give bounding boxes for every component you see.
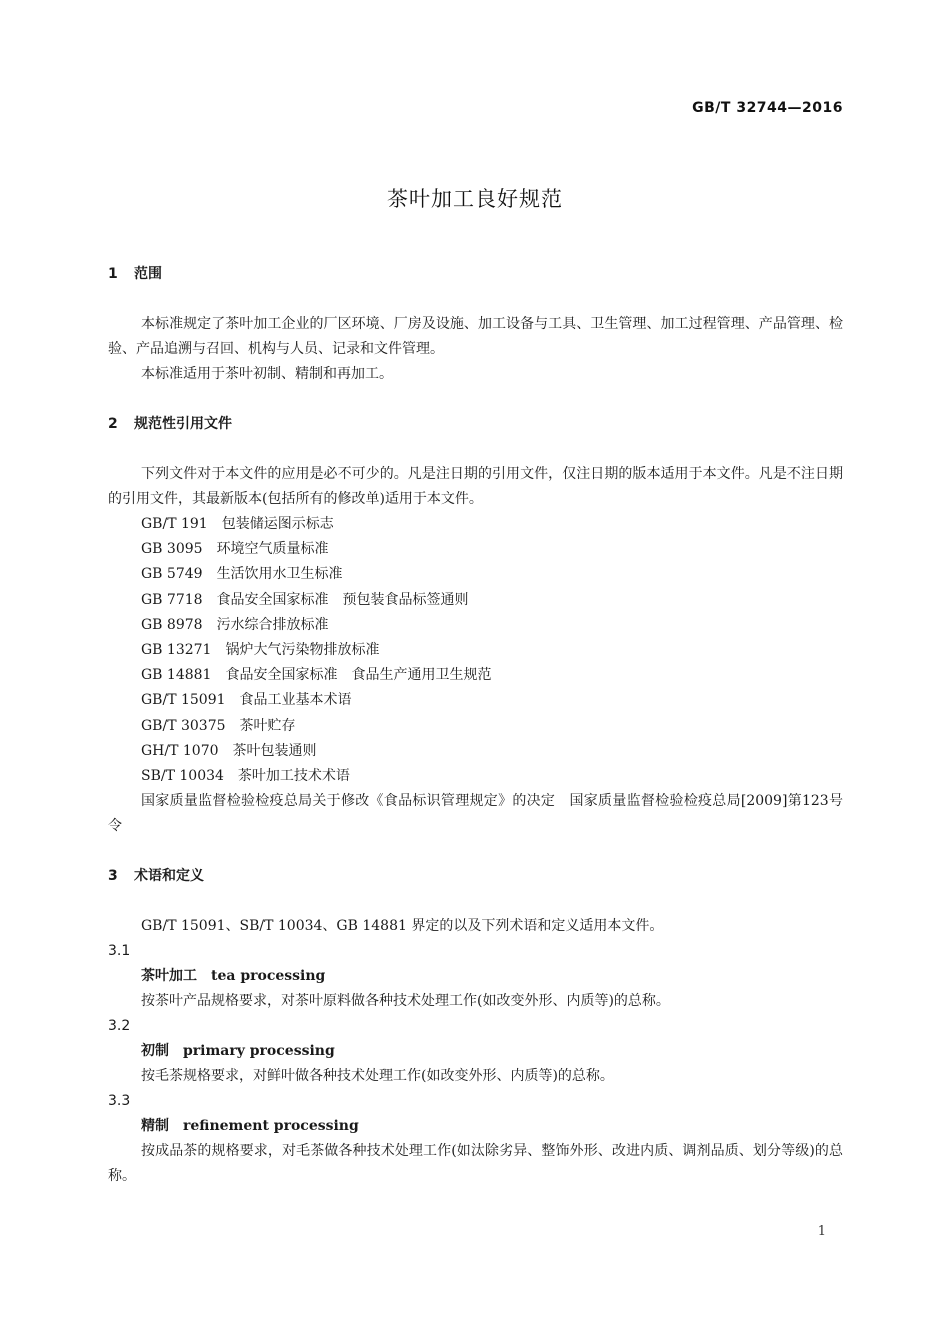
reference-code: GB/T 30375 xyxy=(141,717,226,734)
reference-title: 茶叶贮存 xyxy=(239,717,296,734)
reference-item xyxy=(108,512,843,537)
reference-code: GB 14881 xyxy=(141,667,212,684)
reference-item xyxy=(108,613,843,638)
document-title: 茶叶加工良好规范 xyxy=(387,187,563,211)
reference-list xyxy=(108,512,843,839)
reference-code: GB/T 191 xyxy=(141,516,208,532)
reference-item xyxy=(108,562,843,587)
term-en: primary processing xyxy=(183,1043,335,1060)
section-number: 3 xyxy=(108,868,118,885)
reference-title: 锅炉大气污染物排放标准 xyxy=(225,642,380,659)
reference-code: GB 8978 xyxy=(141,616,203,633)
reference-title: 生活饮用水卫生标准 xyxy=(216,566,343,583)
term-entry xyxy=(108,1089,843,1189)
reference-code: GB 7718 xyxy=(141,591,203,608)
reference-title: 茶叶加工技术术语 xyxy=(237,768,350,785)
reference-item xyxy=(108,764,843,789)
term-entry xyxy=(108,1014,843,1089)
section-number: 2 xyxy=(108,416,118,432)
section-number: 1 xyxy=(108,266,118,282)
paragraph: GB/T 15091、SB/T 10034、GB 14881 界定的以及下列术语和定义适用本文件。 xyxy=(141,918,664,935)
term-zh: 精制 xyxy=(141,1118,169,1135)
term-number: 3.1 xyxy=(108,943,131,960)
section-title: 范围 xyxy=(134,266,162,282)
reference-code: GH/T 1070 xyxy=(141,742,219,759)
paragraph: 本标准适用于茶叶初制、精制和再加工。 xyxy=(141,366,393,382)
paragraph: 下列文件对于本文件的应用是必不可少的。凡是注日期的引用文件，仅注日期的版本适用于本文件。凡是不注日期的引用文件，其最新版本(包括所有的修改单)适用于本文件。 xyxy=(108,466,843,507)
term-number: 3.2 xyxy=(108,1018,131,1035)
reference-item xyxy=(108,537,843,562)
reference-code: GB 13271 xyxy=(141,642,212,659)
reference-code: GB/T 15091 xyxy=(141,692,226,709)
reference-item xyxy=(108,739,843,764)
page-number: 1 xyxy=(817,1224,826,1239)
term-zh: 初制 xyxy=(141,1043,169,1060)
term-definition: 按毛茶规格要求，对鲜叶做各种技术处理工作(如改变外形、内质等)的总称。 xyxy=(141,1068,614,1085)
reference-title: 食品安全国家标准 食品生产通用卫生规范 xyxy=(225,667,492,684)
term-en: refinement processing xyxy=(183,1118,359,1135)
standard-code: GB/T 32744—2016 xyxy=(692,100,843,116)
reference-title: 食品工业基本术语 xyxy=(239,692,352,709)
reference-item xyxy=(108,714,843,739)
term-name xyxy=(108,1114,843,1139)
term-entry xyxy=(108,939,843,1014)
term-en: tea processing xyxy=(211,968,326,985)
reference-item xyxy=(108,663,843,688)
reference-code: GB 3095 xyxy=(141,541,203,558)
term-number: 3.3 xyxy=(108,1093,131,1110)
term-name xyxy=(108,1039,843,1064)
term-zh: 茶叶加工 xyxy=(141,968,197,985)
reference-title: 食品安全国家标准 预包装食品标签通则 xyxy=(216,591,469,608)
section-heading-terms xyxy=(108,864,843,889)
reference-code: GB 5749 xyxy=(141,566,203,583)
reference-title: 茶叶包装通则 xyxy=(232,742,317,759)
reference-item xyxy=(108,588,843,613)
section-title: 规范性引用文件 xyxy=(134,416,232,432)
reference-title: 污水综合排放标准 xyxy=(216,616,329,633)
reference-title: 环境空气质量标准 xyxy=(216,541,329,558)
term-definition: 按茶叶产品规格要求，对茶叶原料做各种技术处理工作(如改变外形、内质等)的总称。 xyxy=(141,993,670,1010)
reference-item xyxy=(108,688,843,713)
paragraph: 本标准规定了茶叶加工企业的厂区环境、厂房及设施、加工设备与工具、卫生管理、加工过程管理、产品管理、检验、产品追溯与召回、机构与人员、记录和文件管理。 xyxy=(108,316,843,357)
reference-item: 国家质量监督检验检疫总局关于修改《食品标识管理规定》的决定 国家质量监督检验检疫总局[2009]第123号令 xyxy=(108,793,843,835)
section-heading-normative-references xyxy=(108,412,843,437)
term-definition: 按成品茶的规格要求，对毛茶做各种技术处理工作(如汰除劣异、整饰外形、改进内质、调剂品质、划分等级)的总称。 xyxy=(108,1143,843,1185)
reference-code: SB/T 10034 xyxy=(141,768,224,785)
reference-item xyxy=(108,638,843,663)
term-name xyxy=(108,964,843,989)
document-body xyxy=(108,262,843,1189)
section-heading-scope xyxy=(108,262,843,287)
reference-title: 包装储运图示标志 xyxy=(221,516,334,532)
section-title: 术语和定义 xyxy=(134,868,204,885)
